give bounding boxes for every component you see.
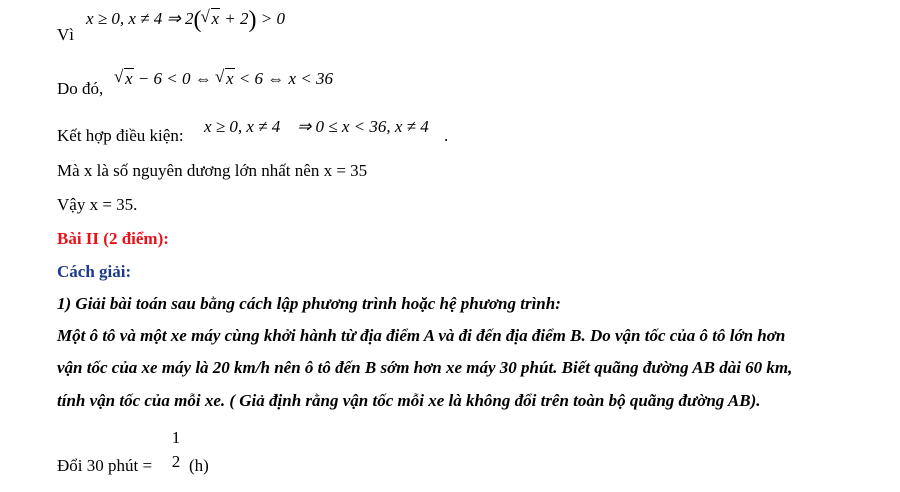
line-5: Vậy x = 35. [57, 195, 138, 214]
paren-open: ( [193, 7, 202, 33]
line-1-math-left: x ≥ 0, x ≠ 4 ⇒ 2 [86, 9, 194, 28]
sqrt-2b [216, 69, 235, 89]
line-2-m2: < 6 ⇔ x < 36 [234, 69, 334, 88]
line-4: Mà x là số nguyên dương lớn nhất nên x = 35 [57, 161, 368, 180]
sqrt-1 [202, 9, 221, 29]
line-1-math-right: > 0 [256, 9, 286, 28]
conversion-lead: Đổi 30 phút = [57, 456, 153, 475]
fraction-numerator: 1 [171, 428, 181, 447]
method-title: Cách giải: [57, 262, 132, 281]
line-1-math-mid: + 2 [220, 9, 249, 28]
line-2-lead: Do đó, [57, 79, 104, 98]
sqrt-1-rad: x [211, 9, 220, 28]
line-2-m1: − 6 < 0 ⇔ [133, 69, 216, 88]
problem-line-1: Một ô tô và một xe máy cùng khởi hành từ địa điểm A và đi đến địa điểm B. Do vận tốc của ô tô lớn hơn [57, 326, 786, 345]
problem-line-2: vận tốc của xe máy là 20 km/h nên ô tô đến B sớm hơn xe máy 30 phút. Biết quãng đường AB dài 60 km, [57, 358, 793, 377]
line-3-cond: x ≥ 0, x ≠ 4 [204, 117, 281, 136]
problem-heading: 1) Giải bài toán sau bằng cách lập phương trình hoặc hệ phương trình: [57, 294, 561, 313]
line-3-result: ⇒ 0 ≤ x < 36, x ≠ 4 [297, 117, 429, 136]
line-2-math [115, 69, 333, 89]
conversion-unit: (h) [189, 456, 209, 475]
line-1-math [86, 7, 285, 34]
line-1-lead: Vì [57, 25, 74, 44]
sqrt-2a [115, 69, 134, 89]
section-title: Bài II (2 điểm): [57, 229, 169, 248]
line-3-lead: Kết hợp điều kiện: [57, 126, 184, 145]
fraction-denominator: 2 [171, 452, 181, 471]
line-3-dot: . [444, 126, 449, 145]
paren-close: ) [248, 7, 257, 33]
fraction [168, 428, 184, 472]
sqrt-2a-rad: x [125, 69, 133, 88]
problem-line-3: tính vận tốc của mỗi xe. ( Giả định rằng vận tốc mỗi xe là không đổi trên toàn bộ quãng đường AB). [57, 391, 761, 410]
sqrt-2b-rad: x [226, 69, 234, 88]
